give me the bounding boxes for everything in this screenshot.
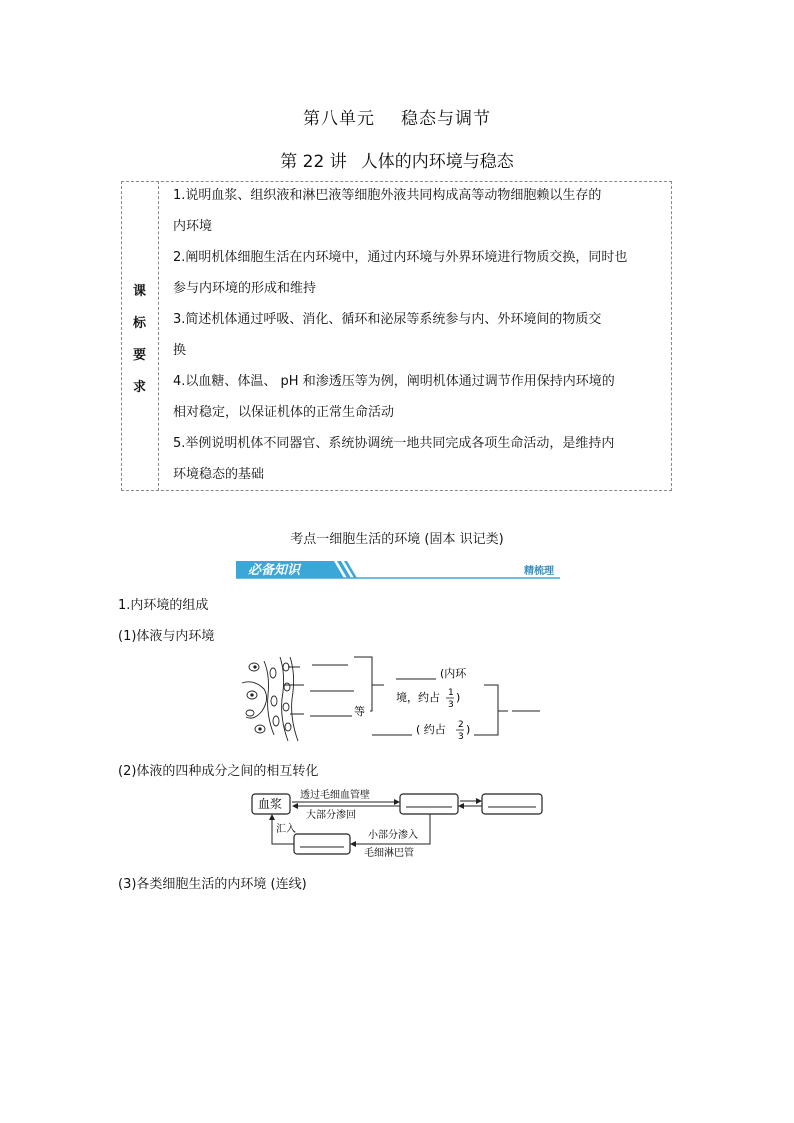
lecture-name: 人体的内环境与稳态 bbox=[360, 152, 514, 172]
requirements-divider bbox=[158, 181, 159, 491]
huiru-label: 汇入 bbox=[276, 824, 296, 835]
heading-cell-environment: (3)各类细胞生活的内环境 (连线) bbox=[118, 877, 307, 892]
tissue-cells-illustration bbox=[242, 657, 298, 741]
requirements-label-char: 标 bbox=[132, 316, 146, 331]
requirement-line: 内环境 bbox=[173, 219, 213, 234]
fluid-conversion-diagram bbox=[250, 788, 550, 860]
requirement-line: 换 bbox=[173, 343, 187, 358]
arrow-bottom-label: 大部分渗回 bbox=[306, 810, 356, 821]
requirement-line: 2.阐明机体细胞生活在内环境中，通过内环境与外界环境进行物质交换，同时也 bbox=[173, 250, 628, 265]
banner-label: 必备知识 bbox=[248, 563, 301, 578]
requirement-line: 4.以血糖、体温、 pH 和渗透压等为例，阐明机体通过调节作用保持内环境的 bbox=[173, 374, 615, 389]
heading-body-fluid: (1)体液与内环境 bbox=[118, 629, 215, 644]
close-paren-2: ) bbox=[466, 723, 471, 736]
requirement-line: 环境稳态的基础 bbox=[173, 467, 265, 482]
svg-text:3: 3 bbox=[458, 732, 464, 742]
svg-text:1: 1 bbox=[448, 688, 454, 698]
lymph-capillary-label: 毛细淋巴管 bbox=[364, 848, 414, 859]
requirements-label-char: 求 bbox=[132, 380, 146, 395]
requirement-line: 1.说明血浆、组织液和淋巴液等细胞外液共同构成高等动物细胞赖以生存的 bbox=[173, 188, 602, 203]
requirements-label-char: 要 bbox=[132, 348, 146, 363]
requirement-line: 参与内环境的形成和维持 bbox=[173, 281, 317, 296]
proportion-label: 境，约占 bbox=[396, 691, 440, 704]
requirement-line: 相对稳定，以保证机体的正常生命活动 bbox=[173, 405, 395, 420]
requirement-line: 5.举例说明机体不同器官、系统协调统一地共同完成各项生命活动，是维持内 bbox=[173, 436, 615, 451]
intracellular-fluid-box bbox=[482, 794, 542, 814]
proportion-label-2: ( 约占 bbox=[416, 723, 446, 736]
heading-inner-environment: 1.内环境的组成 bbox=[118, 598, 209, 613]
requirements-label-char: 课 bbox=[132, 284, 146, 299]
inner-environment-label: (内环 bbox=[440, 667, 467, 680]
svg-text:3: 3 bbox=[448, 700, 454, 710]
fraction-two-thirds bbox=[456, 720, 464, 742]
unit-title bbox=[0, 104, 794, 129]
small-part-label: 小部分渗入 bbox=[368, 830, 418, 841]
leader-lines bbox=[284, 667, 304, 714]
lymph-box bbox=[294, 834, 350, 854]
body-fluid-diagram bbox=[240, 655, 550, 745]
fraction-one-third bbox=[446, 688, 454, 710]
banner-right-label: 精梳理 bbox=[524, 566, 554, 577]
blank-lines bbox=[310, 665, 354, 716]
unit-name: 稳态与调节 bbox=[401, 109, 491, 129]
section-title: 考点一细胞生活的环境 (固本 识记类) bbox=[290, 532, 504, 547]
lecture-number: 第 22 讲 bbox=[280, 152, 347, 172]
tissue-fluid-box bbox=[400, 794, 458, 814]
close-paren: ) bbox=[456, 691, 461, 704]
knowledge-banner bbox=[236, 561, 560, 579]
heading-conversion: (2)体液的四种成分之间的相互转化 bbox=[118, 764, 319, 779]
etc-label: 等 bbox=[354, 705, 365, 718]
unit-number: 第八单元 bbox=[303, 109, 375, 129]
arrow-top-label: 透过毛细血管壁 bbox=[300, 790, 370, 801]
lecture-title bbox=[0, 147, 794, 172]
plasma-label: 血浆 bbox=[258, 797, 283, 811]
bracket-right bbox=[474, 685, 508, 735]
bracket-left bbox=[354, 657, 384, 711]
svg-text:2: 2 bbox=[458, 720, 464, 730]
requirement-line: 3.简述机体通过呼吸、消化、循环和泌尿等系统参与内、外环境间的物质交 bbox=[173, 312, 602, 327]
